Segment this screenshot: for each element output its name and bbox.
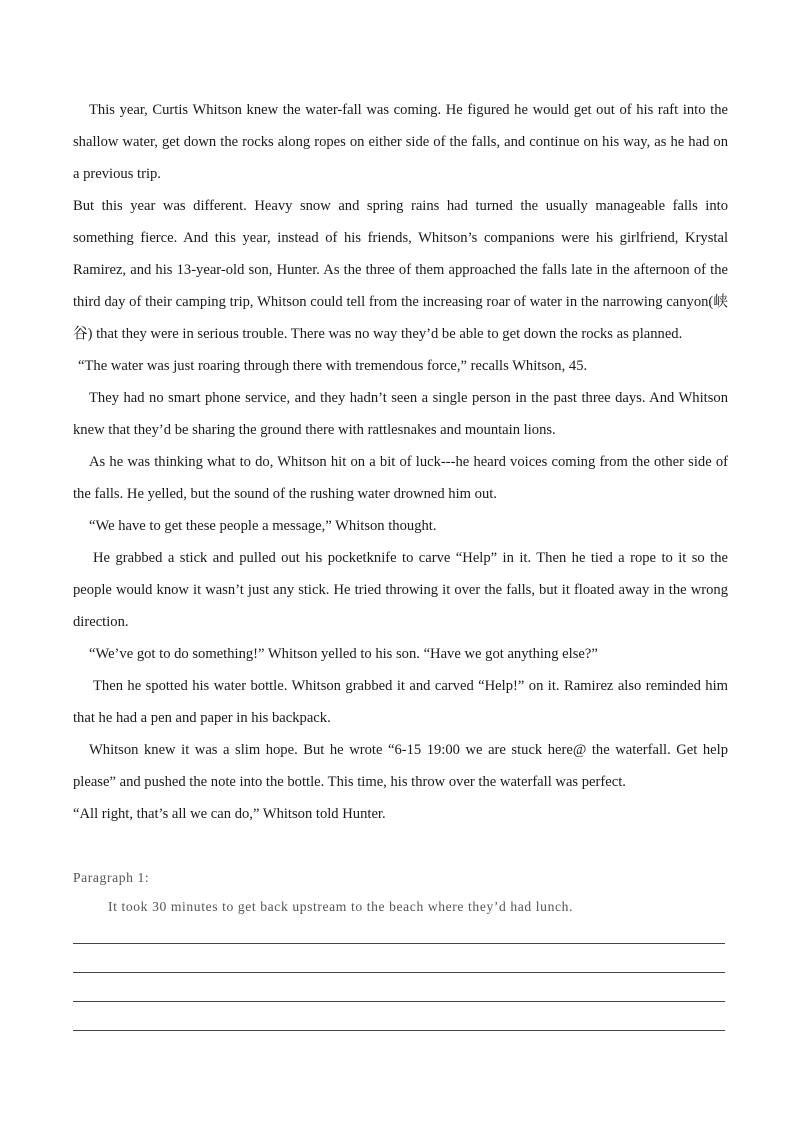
story-paragraph-6: “We have to get these people a message,” Whitson thought.	[89, 518, 437, 534]
answer-line[interactable]	[73, 1001, 725, 1002]
story-paragraph-5: As he was thinking what to do, Whitson hit on a bit of luck---he heard voices coming from the other side of the falls. He yelled, but the sound of the rushing water drowned him out.	[73, 454, 728, 502]
answer-line[interactable]	[73, 1030, 725, 1031]
story-paragraph-3: “The water was just roaring through there with tremendous force,” recalls Whitson, 45.	[78, 358, 588, 374]
task-opening-sentence: It took 30 minutes to get back upstream to the beach where they’d had lunch.	[108, 899, 573, 914]
story-text	[73, 94, 728, 830]
story-paragraph-7: He grabbed a stick and pulled out his pocketknife to carve “Help” in it. Then he tied a rope to it so the people would know it wasn’t just any stick. He tried throwing it over the falls, but it floated away in the wrong direction.	[73, 550, 728, 630]
answer-line[interactable]	[73, 943, 725, 944]
story-paragraph-4: They had no smart phone service, and they hadn’t seen a single person in the past three days. And Whitson knew that they’d be sharing the ground there with rattlesnakes and mountain lions.	[73, 390, 728, 438]
story-paragraph-10: Whitson knew it was a slim hope. But he wrote “6-15 19:00 we are stuck here@ the waterfall. Get help please” and pushed the note into the bottle. This time, his throw over the waterfall was perfect.	[73, 742, 728, 790]
task-label: Paragraph 1:	[73, 870, 150, 885]
story-paragraph-2: But this year was different. Heavy snow and spring rains had turned the usually manageable falls into something fierce. And this year, instead of his friends, Whitson’s companions were his girlfriend, Krystal Ramirez, and his 13-year-old son, Hunter. As the three of them approached the falls late in the afternoon of the third day of their camping trip, Whitson could tell from the increasing roar of water in the narrowing canyon(峡谷) that they were in serious trouble. There was no way they’d be able to get down the rocks as planned.	[73, 198, 728, 342]
story-paragraph-8: “We’ve got to do something!” Whitson yelled to his son. “Have we got anything else?”	[89, 646, 598, 662]
story-paragraph-9: Then he spotted his water bottle. Whitson grabbed it and carved “Help!” on it. Ramirez also reminded him that he had a pen and paper in his backpack.	[73, 678, 728, 726]
answer-line[interactable]	[73, 972, 725, 973]
story-paragraph-11: “All right, that’s all we can do,” Whitson told Hunter.	[73, 806, 386, 822]
story-paragraph-1: This year, Curtis Whitson knew the water-fall was coming. He figured he would get out of his raft into the shallow water, get down the rocks along ropes on either side of the falls, and continue on his way, as he had on a previous trip.	[73, 102, 728, 182]
